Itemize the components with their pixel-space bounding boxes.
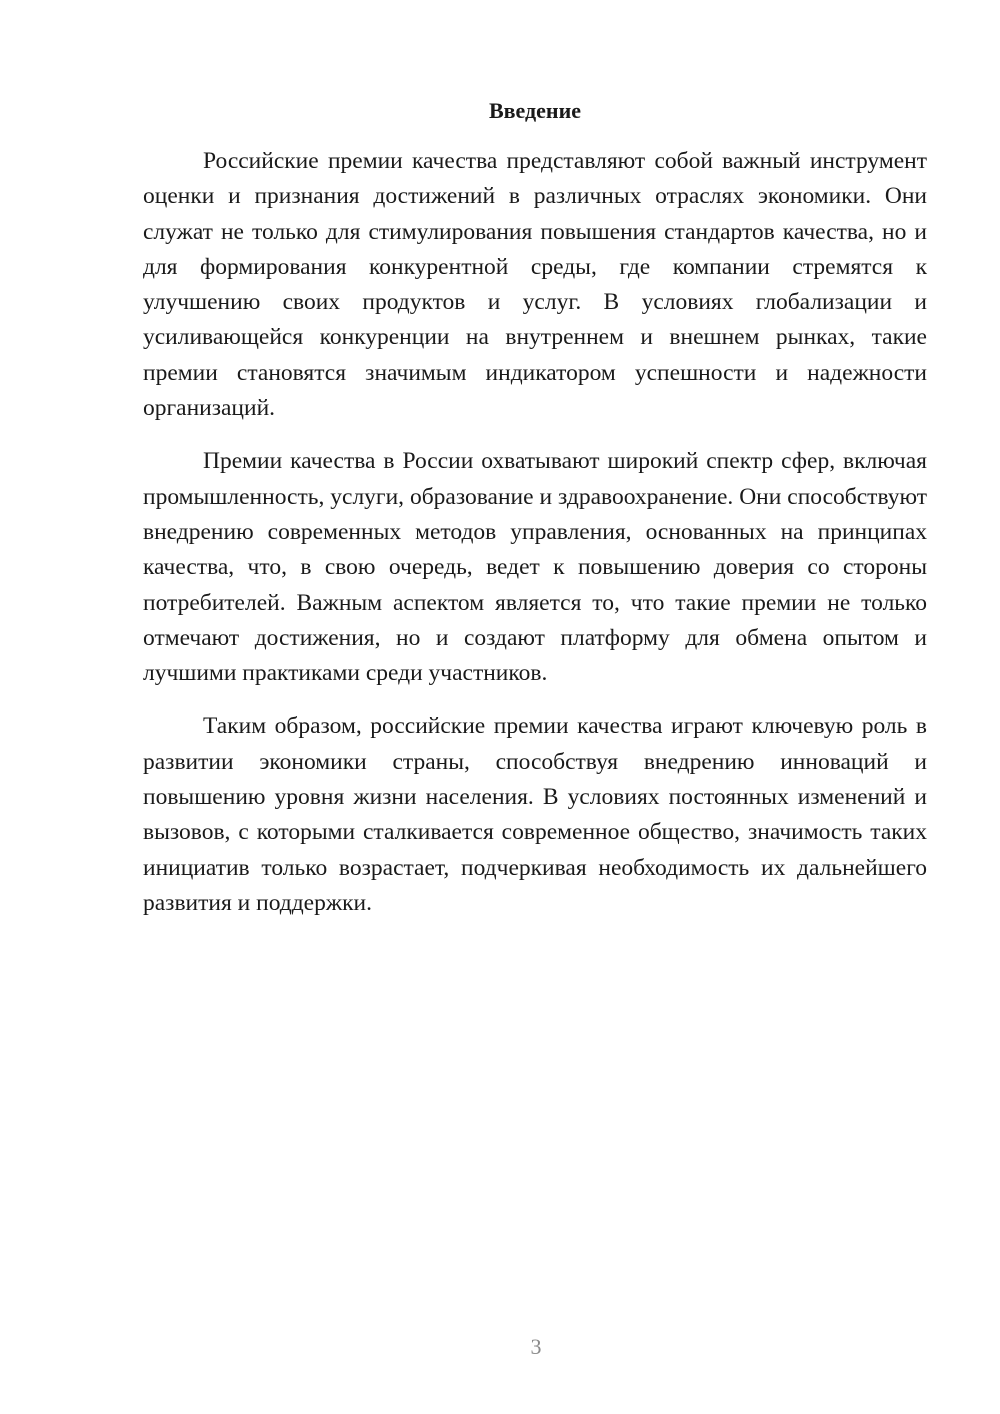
- page-number: 3: [530, 1334, 542, 1359]
- paragraph-1: Российские премии качества представляют собой важный инструмент оценки и признания достижений в различных отраслях экономики. Они служат не только для стимулирования повышения стандартов качества, но и для формирования конкурентной среды, где компании стремятся к улучшению своих продуктов и услуг. В условиях глобализации и усиливающейся конкуренции на внутреннем и внешнем рынках, такие премии становятся значимым индикатором успешности и надежности организаций.: [143, 148, 927, 422]
- paragraph-3: Таким образом, российские премии качества играют ключевую роль в развитии экономики страны, способствуя внедрению инноваций и повышению уровня жизни населения. В условиях постоянных изменений и вызовов, с которыми сталкивается современное общество, значимость таких инициатив только возрастает, подчеркивая необходимость их дальнейшего развития и поддержки.: [143, 713, 927, 916]
- page-content: [143, 96, 927, 939]
- section-heading: Введение: [488, 98, 582, 123]
- paragraph-2: Премии качества в России охватывают широкий спектр сфер, включая промышленность, услуги, образование и здравоохранение. Они способствуют внедрению современных методов управления, основанных на принципах качества, что, в свою очередь, ведет к повышению доверия со стороны потребителей. Важным аспектом является то, что такие премии не только отмечают достижения, но и создают платформу для обмена опытом и лучшими практиками среди участников.: [143, 448, 927, 687]
